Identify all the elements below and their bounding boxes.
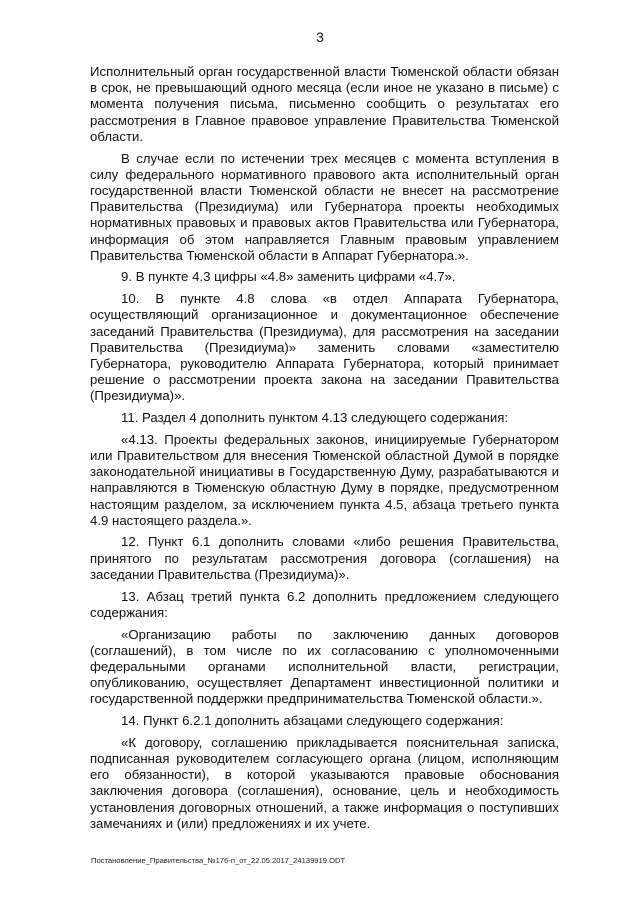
paragraph: «Организацию работы по заключению данных договоров (соглашений), в том числе по их согласованию с уполномоченными федеральными органами исполнительной власти, регистрации, опубликованию, осуществляет Департамент инвестиционной политики и государственной поддержки предпринимательства Тюменской области.». (90, 626, 559, 707)
paragraph: «К договору, соглашению прикладывается пояснительная записка, подписанная руководителем согласующего органа (лицом, исполняющим его обязанности), в которой указываются правовые обоснования заключения договора (соглашения), основание, цель и необходимость установления договорных отношений, а также информация о поступивших замечаниях и (или) предложениях и их учете. (90, 734, 559, 831)
paragraph: 9. В пункте 4.3 цифры «4.8» заменить цифрами «4.7». (121, 269, 456, 285)
footer-filename: Постановление_Правительства_№176-п_от_22.05.2017_24139919.ODT (91, 856, 346, 865)
paragraph: 14. Пункт 6.2.1 дополнить абзацами следующего содержания: (121, 713, 504, 729)
paragraph: 12. Пункт 6.1 дополнить словами «либо решения Правительства, принятого по результатам рассмотрения договора (соглашения) на заседании Правительства (Президиума)». (90, 534, 559, 582)
document-body (90, 64, 559, 837)
paragraph: «4.13. Проекты федеральных законов, инициируемые Губернатором или Правительством для внесения Тюменской областной Думой в порядке законодательной инициативы в Государственную Думу, разрабатываются и направляются в Тюменскую областную Думу в порядке, предусмотренном настоящим разделом, за исключением пункта 4.5, абзаца третьего пункта 4.9 настоящего раздела.». (90, 431, 559, 528)
page-number: 3 (316, 29, 324, 45)
paragraph: 11. Раздел 4 дополнить пунктом 4.13 следующего содержания: (121, 410, 509, 426)
paragraph: 10. В пункте 4.8 слова «в отдел Аппарата Губернатора, осуществляющий организационное и документационное обеспечение заседаний Правительства (Президиума), для рассмотрения на заседании Правительства (Президиума)» заменить словами «заместителю Губернатора, руководителю Аппарата Губернатора, который принимает решение о рассмотрении проекта закона на заседании Правительства (Президиума)». (90, 291, 559, 404)
paragraph: В случае если по истечении трех месяцев с момента вступления в силу федерального нормативного правового акта исполнительный орган государственной власти Тюменской области не внесет на рассмотрение Правительства (Президиума) или Губернатора проекты необходимых нормативных правовых и правовых актов Правительства или Губернатора, информация об этом направляется Главным правовым управлением Правительства Тюменской области в Аппарат Губернатора.». (90, 150, 559, 263)
paragraph: Исполнительный орган государственной власти Тюменской области обязан в срок, не превышающий одного месяца (если иное не указано в письме) с момента получения письма, письменно сообщить о результатах его рассмотрения в Главное правовое управление Правительства Тюменской области. (90, 64, 559, 144)
paragraph: 13. Абзац третий пункта 6.2 дополнить предложением следующего содержания: (90, 588, 559, 620)
